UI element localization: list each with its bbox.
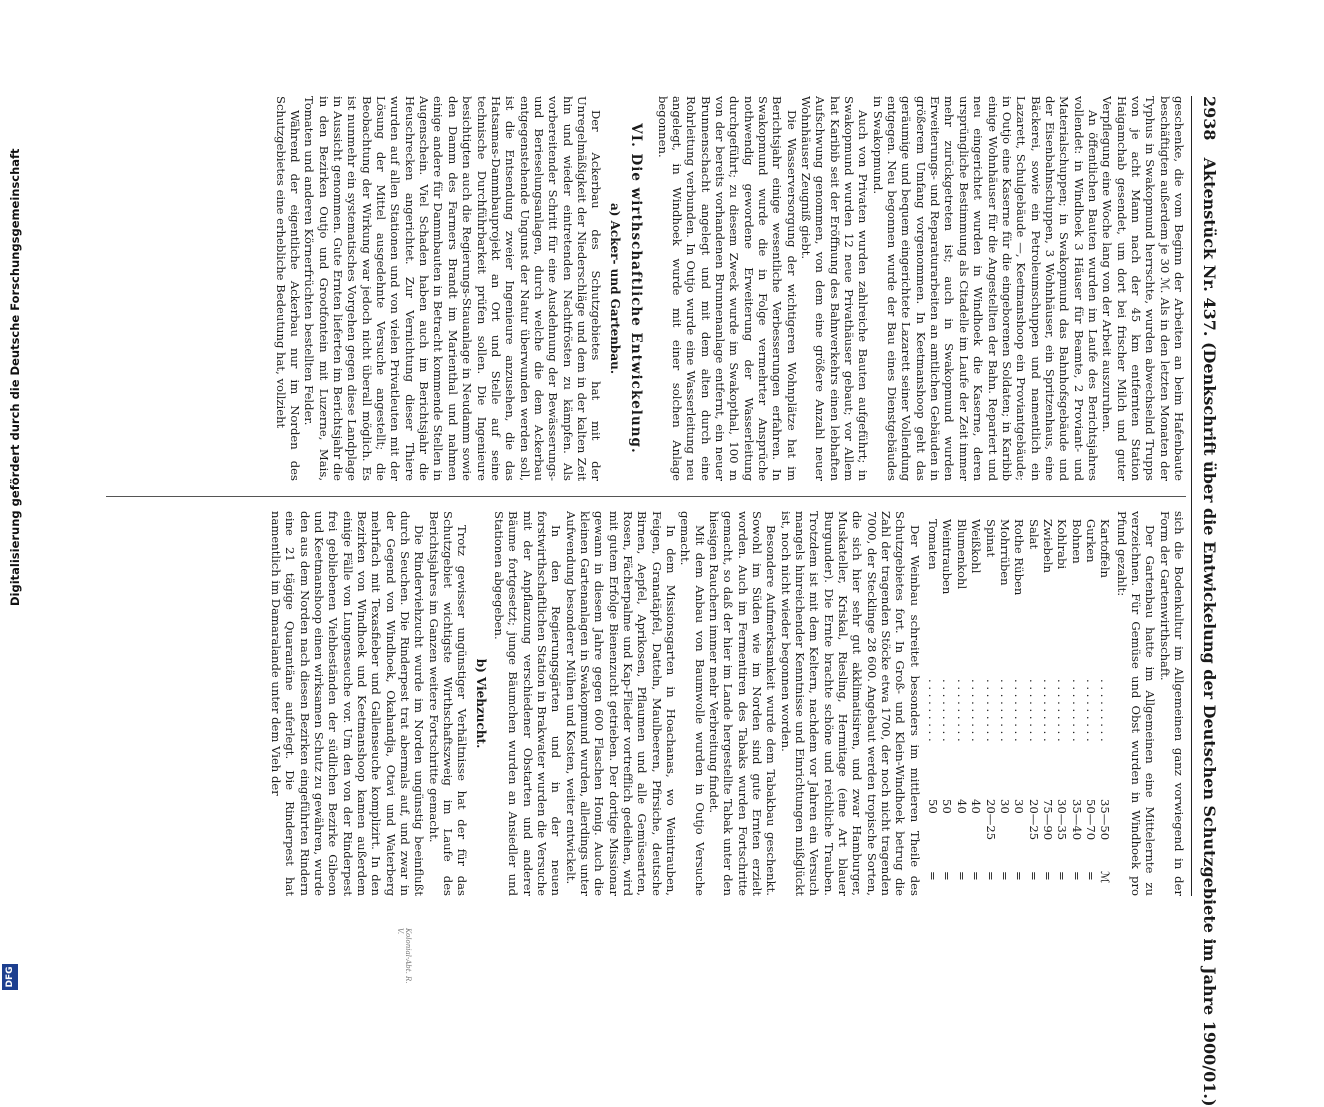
leader-dots: . . . . . . . . . (1026, 679, 1041, 742)
price-unit: = (1026, 871, 1041, 881)
table-row (940, 519, 954, 891)
table-row (1084, 519, 1098, 891)
item-name: Bohnen (1069, 519, 1084, 564)
table-row (926, 519, 940, 891)
table-row (983, 519, 997, 891)
paragraph: Trotz gewisser ungünstiger Verhältnisse hat der für das Schutzgebiet wichtigste Wirthschaftszweig im Laufe des Berichtsjahres im Ganzen weitere Fortschritte gemacht. (426, 511, 470, 896)
page-number: 2938 (1200, 96, 1219, 141)
price-unit: = (926, 871, 941, 881)
price-value: 75—90 (1040, 799, 1055, 841)
price-value: 50 (926, 799, 941, 814)
price-value: 30 (997, 799, 1012, 814)
leader-dots: . . . . . . . . . (1040, 679, 1055, 742)
leader-dots: . . . . . . . . . (1098, 679, 1113, 742)
paragraph: sich die Bodenkultur im Allgemeinen ganz vorwiegend in der Form der Gartenwirthschaft. (1157, 511, 1186, 896)
item-name: Tomaten (926, 519, 941, 570)
right-column (86, 511, 1186, 896)
leader-dots: . . . . . . . . . (1069, 679, 1084, 742)
leader-dots: . . . . . . . . . (997, 679, 1012, 742)
price-value: 20—25 (983, 799, 998, 841)
paragraph: Die Rinderviehzucht wurde im Norden ungünstig beeinflußt durch Seuchen. Die Rinderpest trat abermals auf, und zwar in der Gegend von Windhoek, Okahandja, Otavi und Waterberg mehrfach mit Texasfieber und Gallenseuche komplizirt. In den Bezirken von Windhoek und Keetmanshoop kamen außerdem einige Fälle von Lungenseuche vor. Um den von der Rinderpest frei gebliebenen Viehbeständen der südlichen Bezirke Gibeon und Keetmanshoop einen wirksamen Schutz zu gewähren, wurde den aus dem Norden nach diesen Bezirken eingeführten Rindern eine 21 tägige Quarantäne auferlegt. Die Rinderpest hat namentlich im Damaralande unter dem Vieh der (269, 511, 427, 896)
price-unit: = (969, 871, 984, 881)
price-value: 30 (1012, 799, 1027, 814)
item-name: Mohrrüben (997, 519, 1012, 586)
left-column (86, 96, 1186, 481)
leader-dots: . . . . . . . . . (969, 679, 984, 742)
paragraph: Der Weinbau schreitet besonders im mittleren Theile des Schutzgebietes fort. In Groß- und Klein-Windhoek betrug die Zahl der tragenden Stöcke etwa 1700, der noch nicht tragenden 7000, der Stecklinge 28 600. Angebaut werden tropische Sorten, die sich hier sehr gut akklimatisiren, und zwar Hamburger, Muskateller, Kriskal, Riesling, Hermitage (eine Art blauer Burgunder). Die Ernte brachte schöne und reichliche Trauben. Trotzdem ist mit dem Keltern, nachdem vor Jahren ein Versuch mangels hinreichender Kenntnisse und Einrichtungen mißglückt ist, noch nicht wieder begonnen worden. (778, 511, 922, 896)
table-row (1069, 519, 1083, 891)
price-unit: = (1083, 871, 1098, 881)
price-value: 40 (954, 799, 969, 814)
table-row (969, 519, 983, 891)
item-name: Kartoffeln (1098, 519, 1113, 579)
item-name: Zwiebeln (1040, 519, 1055, 574)
price-unit: = (940, 871, 955, 881)
item-name: Salat (1026, 519, 1041, 550)
price-unit: = (954, 871, 969, 881)
price-value: 20—25 (1026, 799, 1041, 841)
item-name: Gurken (1083, 519, 1098, 563)
subsection-heading: b) Viehzucht. (474, 658, 489, 749)
table-row (1026, 519, 1040, 891)
running-header (1191, 96, 1224, 1107)
section-heading: VI. Die wirthschaftliche Entwickelung. (628, 123, 645, 454)
paragraph: geschenke, die vom Beginn der Arbeiten an beim Hafenbaute beschäftigten außerdem je 30 ℳ. Als in den letzten Monaten der Typhus in Swakopmund herrschte, wurden abwechselnd Trupps von je acht Mann nach der 45 km entfernten Station Haigamchab gesendet, um dort bei frischer Milch und guter Verpflegung eine Woche lang von der Arbeit auszuruhen. (1100, 96, 1186, 481)
digitization-credit: Digitalisierung gefördert durch die Deutsche Forschungsgemeinschaft (8, 148, 22, 606)
leader-dots: . . . . . . . . . (1012, 679, 1027, 742)
price-unit: = (1069, 871, 1084, 881)
paragraph: In dem Missionsgarten in Hoachanas, wo Weintrauben, Feigen, Granatäpfel, Datteln, Maulbeeren, Pfirsiche, deutsche Birnen, Aepfel, Aprikosen, Pflaumen und alle Gemüsearten, Rosen, Fächerpalme und Kap-Flieder vortrefflich gedeihen, wird mit gutem Erfolge Bienenzucht getrieben. Der dortige Missionar gewann in diesem Jahre gegen 600 Flaschen Honig. Auch die kleinen Gartenanlagen in Swakopmund wurden, allerdings unter Aufwendung besonderer Mühen und Kosten, weiter entwickelt. (563, 511, 678, 896)
price-unit: = (1055, 871, 1070, 881)
leader-dots: . . . . . . . . . (1055, 679, 1070, 742)
table-row (1055, 519, 1069, 891)
leader-dots: . . . . . . . . . (926, 679, 941, 742)
item-name: Weintrauben (940, 519, 955, 595)
table-row (1041, 519, 1055, 891)
price-value: 40 (969, 799, 984, 814)
leader-dots: . . . . . . . . . (983, 679, 998, 742)
price-unit: ℳ (1098, 871, 1113, 884)
price-unit: = (1012, 871, 1027, 881)
price-value: 35—50 (1098, 799, 1113, 841)
price-value: 50—70 (1083, 799, 1098, 841)
running-title: Aktenstück Nr. 437. (Denkschrift über die Entwickelung der Deutschen Schutzgebiete im Jahre 1900/01.) (1200, 157, 1219, 1107)
price-value: 30—35 (1055, 799, 1070, 841)
leader-dots: . . . . . . . . . (1083, 679, 1098, 742)
paragraph: Besondere Aufmerksamkeit wurde dem Tabakbau geschenkt. Sowohl im Süden wie im Norden sind gute Ernten erzielt worden. Auch im Fermentiren des Tabaks wurden Fortschritte gemacht, so daß der hier im Lande hergestellte Tabak unter den hiesigen Rauchern immer mehr Verbreitung findet. (707, 511, 779, 896)
table-row (998, 519, 1012, 891)
price-table (926, 519, 1112, 891)
paragraph: Der Gartenbau hatte im Allgemeinen eine Mittelernte zu verzeichnen. Für Gemüse und Obst wurden in Windhoek pro Pfund gezahlt: (1114, 511, 1158, 896)
paragraph: Der Ackerbau des Schutzgebietes hat mit der Unregelmäßigkeit der Niederschläge und dem in der kalten Zeit hin und wieder eintretenden Nachtfrösten zu kämpfen. Als vorbereitender Schritt für eine Ausdehnung der Bewässerungs- und Berieselungsanlagen, durch welche die dem Ackerbau entgegenstehende Ungunst der Natur überwunden werden soll, ist die Entsendung zweier Ingenieure anzusehen, die das Hatsamas-Dammbauprojekt an Ort und Stelle auf seine technische Durchführbarkeit prüfen sollen. Die Ingenieure besichtigten auch die Regierungs-Stauanlage in Neudamm sowie den Damm des Farmers Brandt im Marienthal und nahmen einige andere für Dammbauten in Betracht kommende Stellen in Augenschein. Viel Schaden haben auch im Berichtsjahr die Heuschrecken angerichtet. Zur Vernichtung dieser Thiere wurden auf allen Stationen und von vielen Privatleuten mit der Lösung der Mittel ausgedehnte Versuche angestellt; die Beobachtung der Wirkung war jedoch nicht überall möglich. Es ist nunmehr ein systematisches Vorgehen gegen diese Landplage in Aussicht genommen. Gute Ernten lieferten im Berichtsjahr die in den Bezirken Outjo und Grootfontein mit Luzerne, Mais, Tomaten und anderen Körnerfrüchten bestellten Felder. (302, 96, 604, 481)
item-name: Weißkohl (969, 519, 984, 574)
item-name: Blumenkohl (954, 519, 969, 590)
price-unit: = (983, 871, 998, 881)
price-value: 50 (940, 799, 955, 814)
paragraph: In den Regierungsgärten und in der neuen forstwirthschaftlichen Station in Brakwater wurden die Versuche mit der Anpflanzung verschiedener Obstarten und anderer Bäume fortgesetzt; junge Bäumchen wurden an Ansiedler und Stationen abgegeben. (491, 511, 564, 896)
paragraph: Die Wasserversorgung der wichtigeren Wohnplätze hat im Berichtsjahr einige wesentliche Verbesserungen erfahren. In Swakopmund wurde die in Folge vermehrter Ansprüche nothwendig gewordene Erweiterung der Wasserleitung durchgeführt; zu diesem Zweck wurde im Swakopthal, 100 m von der bereits vorhandenen Brunnenanlage entfernt, ein neuer Brunnenschacht angelegt und mit dem alten durch eine Rohrleitung verbunden. In Outjo wurde eine Wasserleitung neu angelegt, in Windhoek wurde mit einer solchen Anlage begonnen. (655, 96, 799, 481)
price-unit: = (1040, 871, 1055, 881)
leader-dots: . . . . . . . . . (940, 679, 955, 742)
table-row (1012, 519, 1026, 891)
item-name: Spinat (983, 519, 998, 558)
column-divider (106, 496, 1186, 497)
item-name: Kohlrabi (1055, 519, 1070, 570)
margin-stamp: Kolonial-Abt. R. V. (396, 928, 412, 984)
paragraph: An öffentlichen Bauten wurden im Laufe des Berichtsjahres vollendet: in Windhoek 3 Häuser für Beamte, 2 Proviant- und Materialschuppen; in Swakopmund das Bahnhofsgebäude und der Eisenbahnschuppen, 3 Wohnhäuser, ein Spritzenhaus, eine Bäckerei, sowie ein Petroleumschuppen und namentlich ein Lazarett, Schulgebäude —, Keetmanshoop ein Proviantgebäude; in Outjo eine Kaserne für die eingeborenen Soldaten; in Karibib einige Wohnhäuser für die Angestellten der Bahn. Repariert und neu eingerichtet wurden in Windhoek die Kaserne, deren ursprüngliche Bestimmung als Citadelle im Laufe der Zeit immer mehr zurückgetreten ist; auch in Swakopmund wurden Erweiterungs- und Reparaturarbeiten an amtlichen Gebäuden in größerem Umfang vorgenommen. In Keetmanshoop geht das geräumige und bequem eingerichtete Lazarett seiner Vollendung entgegen. Neu begonnen wurde der Bau eines Dienstgebäudes in Swakopmund. (870, 96, 1100, 481)
table-row (1098, 519, 1112, 891)
paragraph: Während der eigentliche Ackerbau nur im Norden des Schutzgebietes eine erhebliche Bedeutung hat, vollzieht (273, 96, 303, 481)
subsection-heading: a) Acker- und Gartenbau. (608, 202, 623, 374)
item-name: Rothe Rüben (1012, 519, 1027, 596)
paragraph: Auch von Privaten wurden zahlreiche Bauten aufgeführt; in Swakopmund wurden 12 neue Privathäuser gebaut; vor Allem hat Karibib seit der Eröffnung des Bahnverkehrs einen lebhaften Aufschwung genommen, von dem eine größere Anzahl neuer Wohnhäuser Zeugniß giebt. (799, 96, 871, 481)
dfg-logo: DFG (2, 964, 18, 990)
price-unit: = (997, 871, 1012, 881)
table-row (955, 519, 969, 891)
price-value: 35—40 (1069, 799, 1084, 841)
paragraph: Mit dem Anbau von Baumwolle wurden in Outjo Versuche gemacht. (678, 511, 707, 896)
leader-dots: . . . . . . . . . (954, 679, 969, 742)
